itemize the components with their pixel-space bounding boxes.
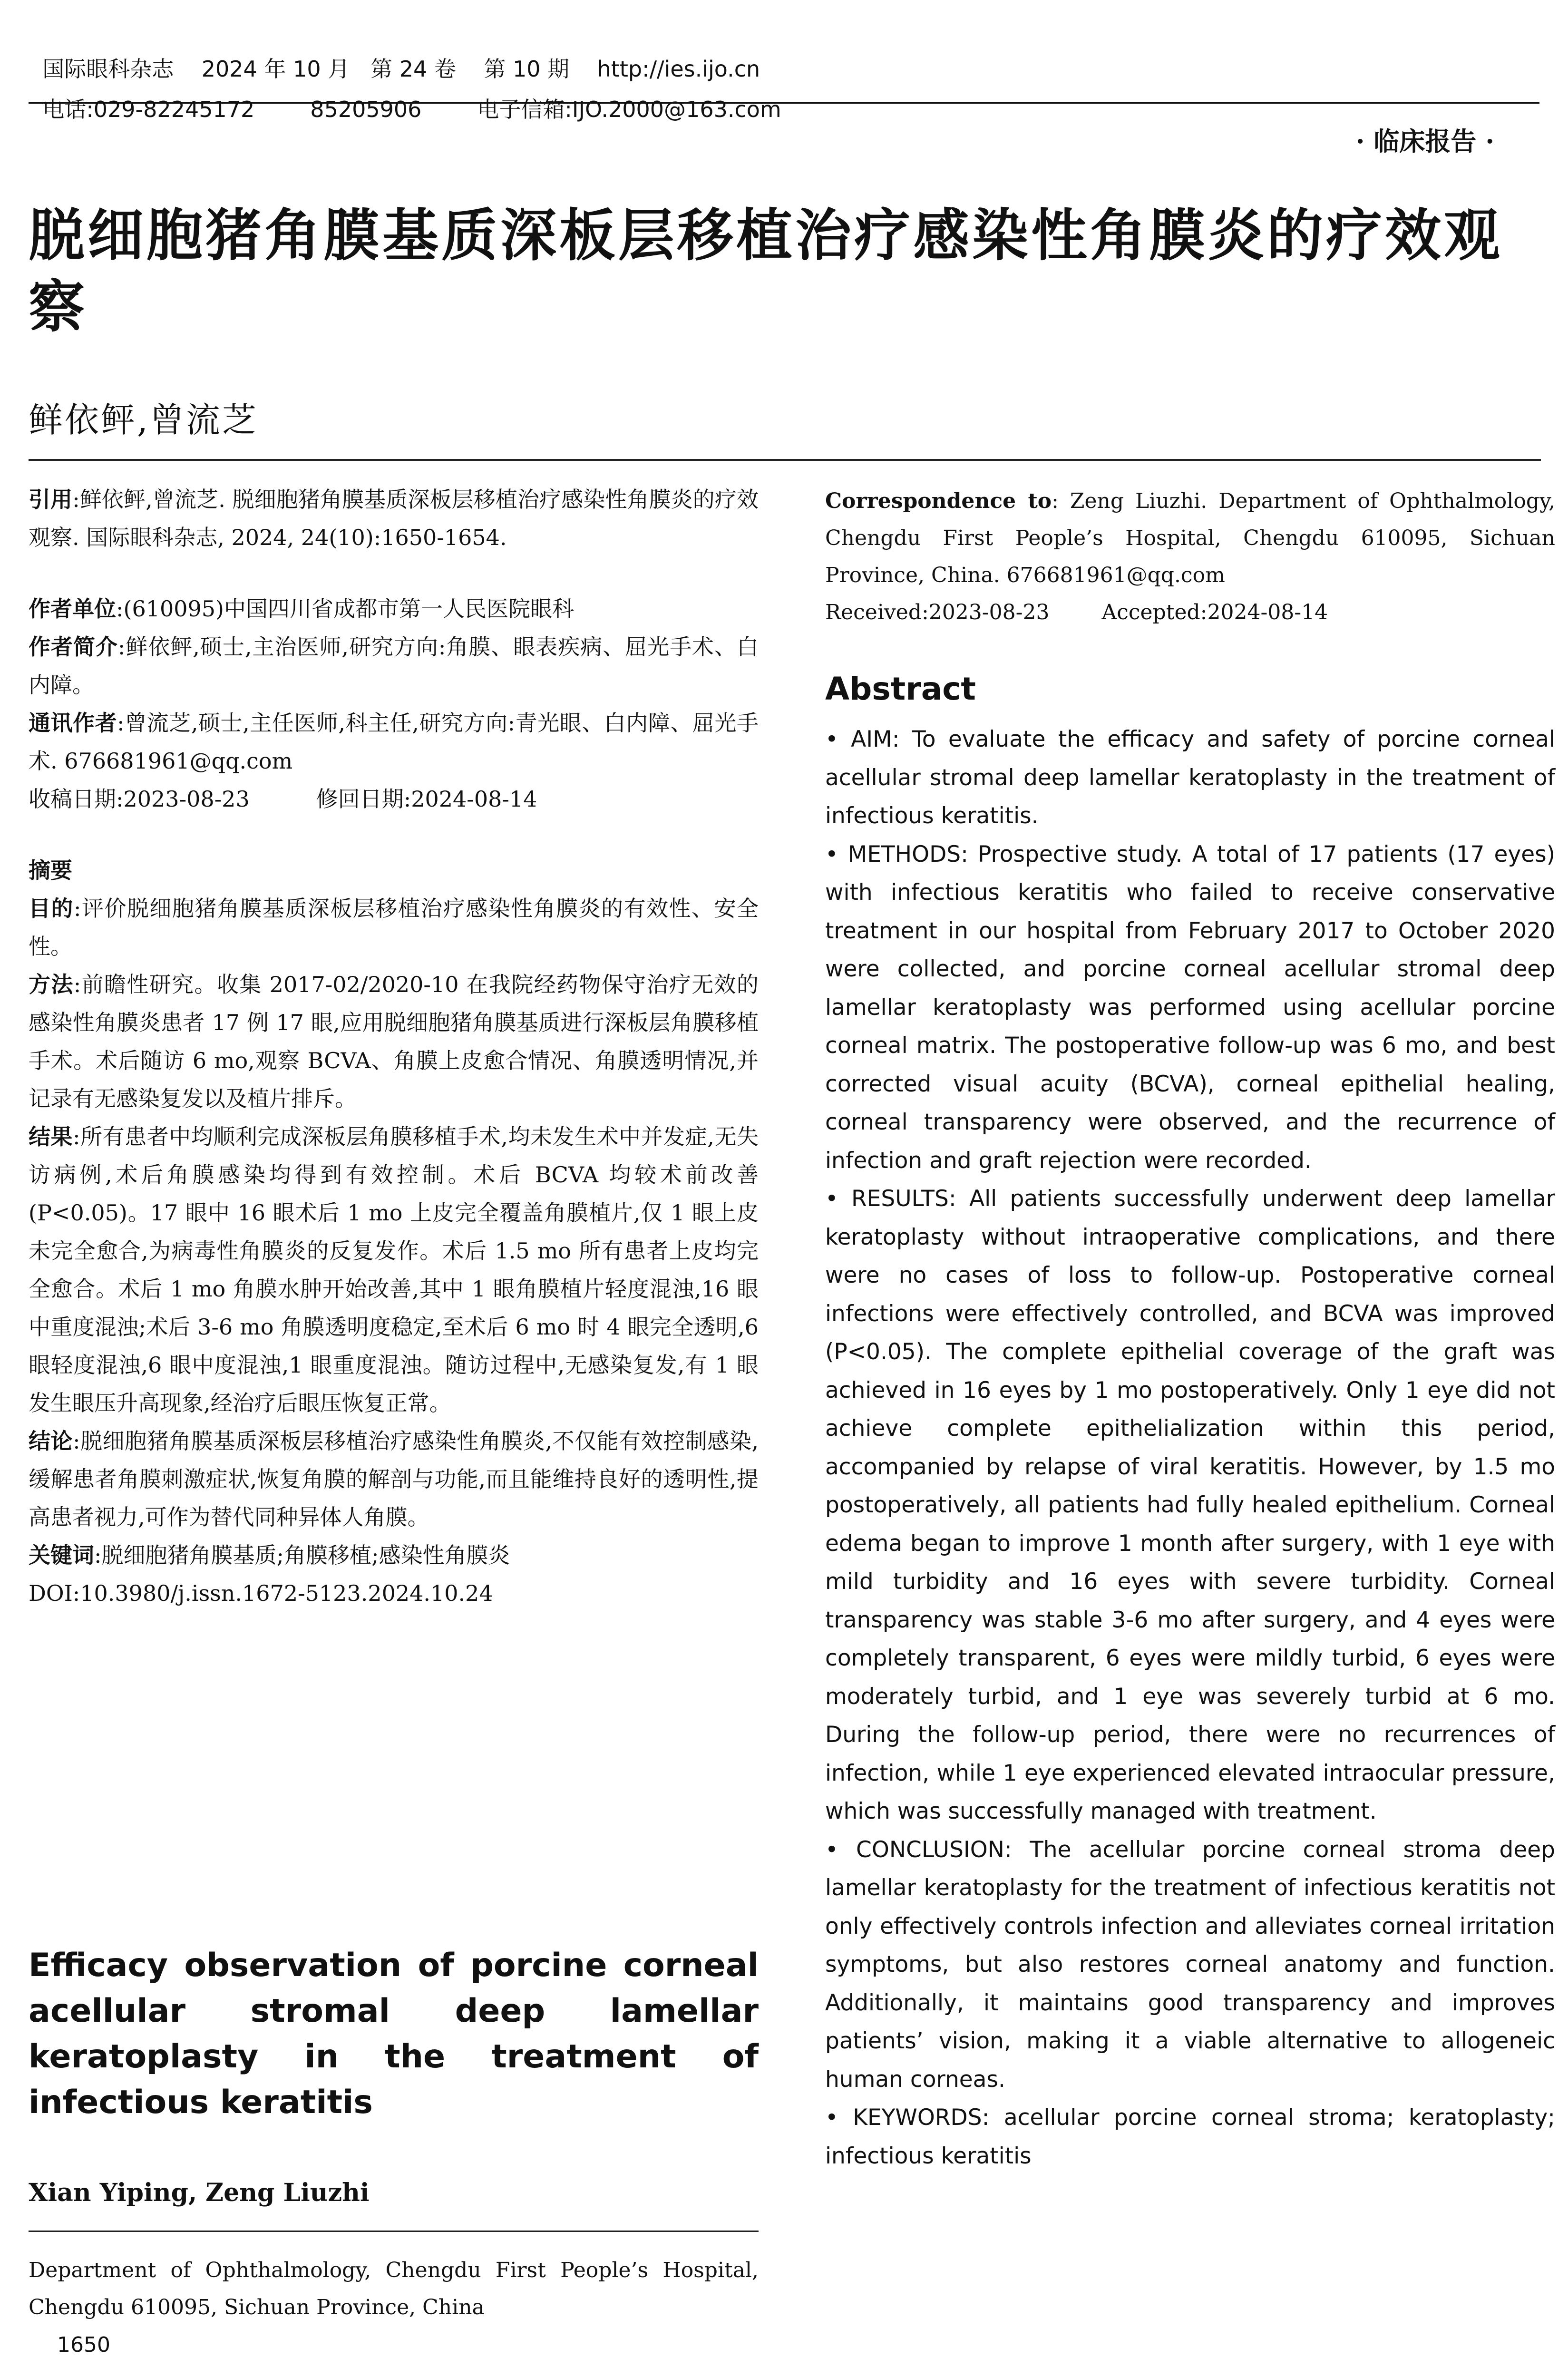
aim-cn	[29, 889, 759, 965]
methods-label: 方法	[29, 972, 74, 997]
keywords-en: • KEYWORDS: acellular porcine corneal stroma; keratoplasty; infectious keratitis	[825, 2104, 1555, 2169]
en-accepted: Accepted:2024-08-14	[1101, 600, 1328, 624]
abstract-heading-en: Abstract	[825, 671, 976, 707]
results-en: • RESULTS: All patients successfully underwent deep lamellar keratoplasty without intraoperative complications, and there were no cases of loss to follow-up. Postoperative corneal infections were effectively controlled, and BCVA was improved (P<0.05). The complete epithelial coverage of the graft was achieved in 16 eyes by 1 mo postoperatively. Only 1 eye did not achieve complete epithelialization within this period, accompanied by relapse of viral keratitis. However, by 1.5 mo postoperatively, all patients had fully healed epithelium. Corneal edema began to improve 1 month after surgery, with 1 eye with mild turbidity and 16 eyes with severe turbidity. Corneal transparency was stable 3-6 mo after surgery, and 4 eyes were completely transparent, 6 eyes were mildly turbid, 6 eyes were moderately turbid, and 1 eye was severely turbid at 6 mo. During the follow-up period, there were no recurrences of infection, while 1 eye experienced elevated intraocular pressure, which was successfully managed with treatment.	[825, 1186, 1555, 1824]
page-number: 1650	[57, 2333, 110, 2357]
corr-label: 通讯作者	[29, 710, 117, 736]
conclusion-label: 结论	[29, 1428, 73, 1454]
citation	[29, 480, 759, 556]
chinese-title: 脱细胞猪角膜基质深板层移植治疗感染性角膜炎的疗效观察	[29, 203, 1503, 340]
keywords-text: :脱细胞猪角膜基质;角膜移植;感染性角膜炎	[94, 1542, 510, 1568]
correspondence	[825, 483, 1555, 594]
aim-text: :评价脱细胞猪角膜基质深板层移植治疗感染性角膜炎的有效性、安全性。	[29, 896, 759, 959]
journal-url[interactable]: http://ies.ijo.cn	[597, 56, 760, 82]
left-column	[29, 480, 759, 1612]
affiliation	[29, 590, 759, 628]
en-received: Received:2023-08-23	[825, 600, 1050, 624]
running-header-line2	[29, 67, 781, 124]
title-divider	[29, 459, 1541, 461]
email[interactable]: 电子信箱:IJO.2000@163.com	[477, 97, 781, 122]
volume: 第 24 卷	[370, 56, 456, 82]
dates	[29, 780, 759, 818]
citation-text: :鲜依鲆,曾流芝. 脱细胞猪角膜基质深板层移植治疗感染性角膜炎的疗效观察. 国际眼科杂志, 2024, 24(10):1650-1654.	[29, 487, 759, 550]
revised-date: 修回日期:2024-08-14	[316, 786, 537, 812]
english-authors: Xian Yiping, Zeng Liuzhi	[29, 2178, 370, 2207]
received-date: 收稿日期:2023-08-23	[29, 786, 250, 812]
corresponding-author	[29, 704, 759, 780]
phone: 电话:029-82245172	[42, 97, 255, 122]
conclusion-en: • CONCLUSION: The acellular porcine corneal stroma deep lamellar keratoplasty for the treatment of infectious keratitis not only effectively controls infection and alleviates corneal irritation symptoms, but also restores corneal anatomy and function. Additionally, it maintains good transparency and improves patients’ vision, making it a viable alternative to allogeneic human corneas.	[825, 1836, 1555, 2093]
conclusion-cn	[29, 1422, 759, 1536]
section-tag: · 临床报告 ·	[1355, 126, 1494, 156]
results-text: :所有患者中均顺利完成深板层角膜移植手术,均未发生术中并发症,无失访病例,术后角膜感染均得到有效控制。术后 BCVA 均较术前改善(P<0.05)。17 眼中 16 眼术后 1 mo 上皮完全覆盖角膜植片,仅 1 眼上皮未完全愈合,为病毒性角膜炎的反复发作。术后 1.5 mo 所有患者上皮均完全愈合。术后 1 mo 角膜水肿开始改善,其中 1 眼角膜植片轻度混浊,16 眼中重度混浊;术后 3-6 mo 角膜透明度稳定,至术后 6 mo 时 4 眼完全透明,6 眼轻度混浊,6 眼中度混浊,1 眼重度混浊。随访过程中,无感染复发,有 1 眼发生眼压升高现象,经治疗后眼压恢复正常。	[29, 1124, 759, 1416]
aim-label: 目的	[29, 896, 74, 921]
journal-name: 国际眼科杂志	[42, 56, 174, 82]
keywords-cn	[29, 1536, 759, 1574]
phone-2: 85205906	[310, 97, 422, 122]
corr-text: :曾流芝,硕士,主任医师,科主任,研究方向:青光眼、白内障、屈光手术. 676681961@qq.com	[29, 710, 759, 774]
citation-label: 引用	[29, 487, 73, 512]
affiliation-label: 作者单位	[29, 596, 116, 622]
methods-cn	[29, 965, 759, 1118]
methods-en: • METHODS: Prospective study. A total of 17 patients (17 eyes) with infectious keratitis who failed to receive conservative treatment in our hospital from February 2017 to October 2020 were collected, and porcine corneal acellular stromal deep lamellar keratoplasty was performed using acellular porcine corneal matrix. The postoperative follow-up was 6 mo, and best corrected visual acuity (BCVA), corneal epithelial healing, corneal transparency were observed, and the recurrence of infection and graft rejection were recorded.	[825, 841, 1555, 1174]
results-cn	[29, 1118, 759, 1422]
keywords-label: 关键词	[29, 1542, 94, 1568]
author-bio	[29, 628, 759, 704]
issue-number: 第 10 期	[484, 56, 570, 82]
results-label: 结果	[29, 1124, 73, 1150]
aim-en: • AIM: To evaluate the efficacy and safety of porcine corneal acellular stromal deep lamellar keratoplasty in the treatment of infectious keratitis.	[825, 726, 1555, 829]
abstract-heading-cn: 摘要	[29, 857, 72, 883]
correspondence-label: Correspondence to	[825, 489, 1052, 513]
correspondence-text: : Zeng Liuzhi. Department of Ophthalmology, Chengdu First People’s Hospital, Chengdu 610095, Sichuan Province, China. 676681961@qq.com	[825, 489, 1556, 587]
chinese-authors: 鲜依鲆,曾流芝	[29, 400, 258, 440]
english-affiliation: Department of Ophthalmology, Chengdu First People’s Hospital, Chengdu 610095, Sichuan Province, China	[29, 2258, 759, 2319]
english-abstract	[825, 721, 1555, 2175]
affiliation-text: :(610095)中国四川省成都市第一人民医院眼科	[116, 596, 574, 622]
correspondence-block	[825, 483, 1555, 631]
issue-date: 2024 年 10 月	[201, 56, 350, 82]
methods-text: :前瞻性研究。收集 2017-02/2020-10 在我院经药物保守治疗无效的感染性角膜炎患者 17 例 17 眼,应用脱细胞猪角膜基质进行深板层角膜移植手术。术后随访 6 mo,观察 BCVA、角膜上皮愈合情况、角膜透明情况,并记录有无感染复发以及植片排斥。	[29, 972, 759, 1111]
en-dates	[825, 594, 1555, 631]
bio-label: 作者简介	[29, 634, 118, 660]
english-title: Efficacy observation of porcine corneal acellular stromal deep lamellar keratoplasty in the treatment of infectious keratitis	[29, 1947, 759, 2121]
conclusion-text: :脱细胞猪角膜基质深板层移植治疗感染性角膜炎,不仅能有效控制感染,缓解患者角膜刺激症状,恢复角膜的解剖与功能,而且能维持良好的透明性,提高患者视力,可作为替代同种异体人角膜。	[29, 1428, 759, 1530]
doi[interactable]: DOI:10.3980/j.issn.1672-5123.2024.10.24	[29, 1580, 493, 1606]
bio-text: :鲜依鲆,硕士,主治医师,研究方向:角膜、眼表疾病、屈光手术、白内障。	[29, 634, 759, 698]
english-authors-divider	[29, 2231, 759, 2232]
header-divider	[29, 102, 1539, 104]
